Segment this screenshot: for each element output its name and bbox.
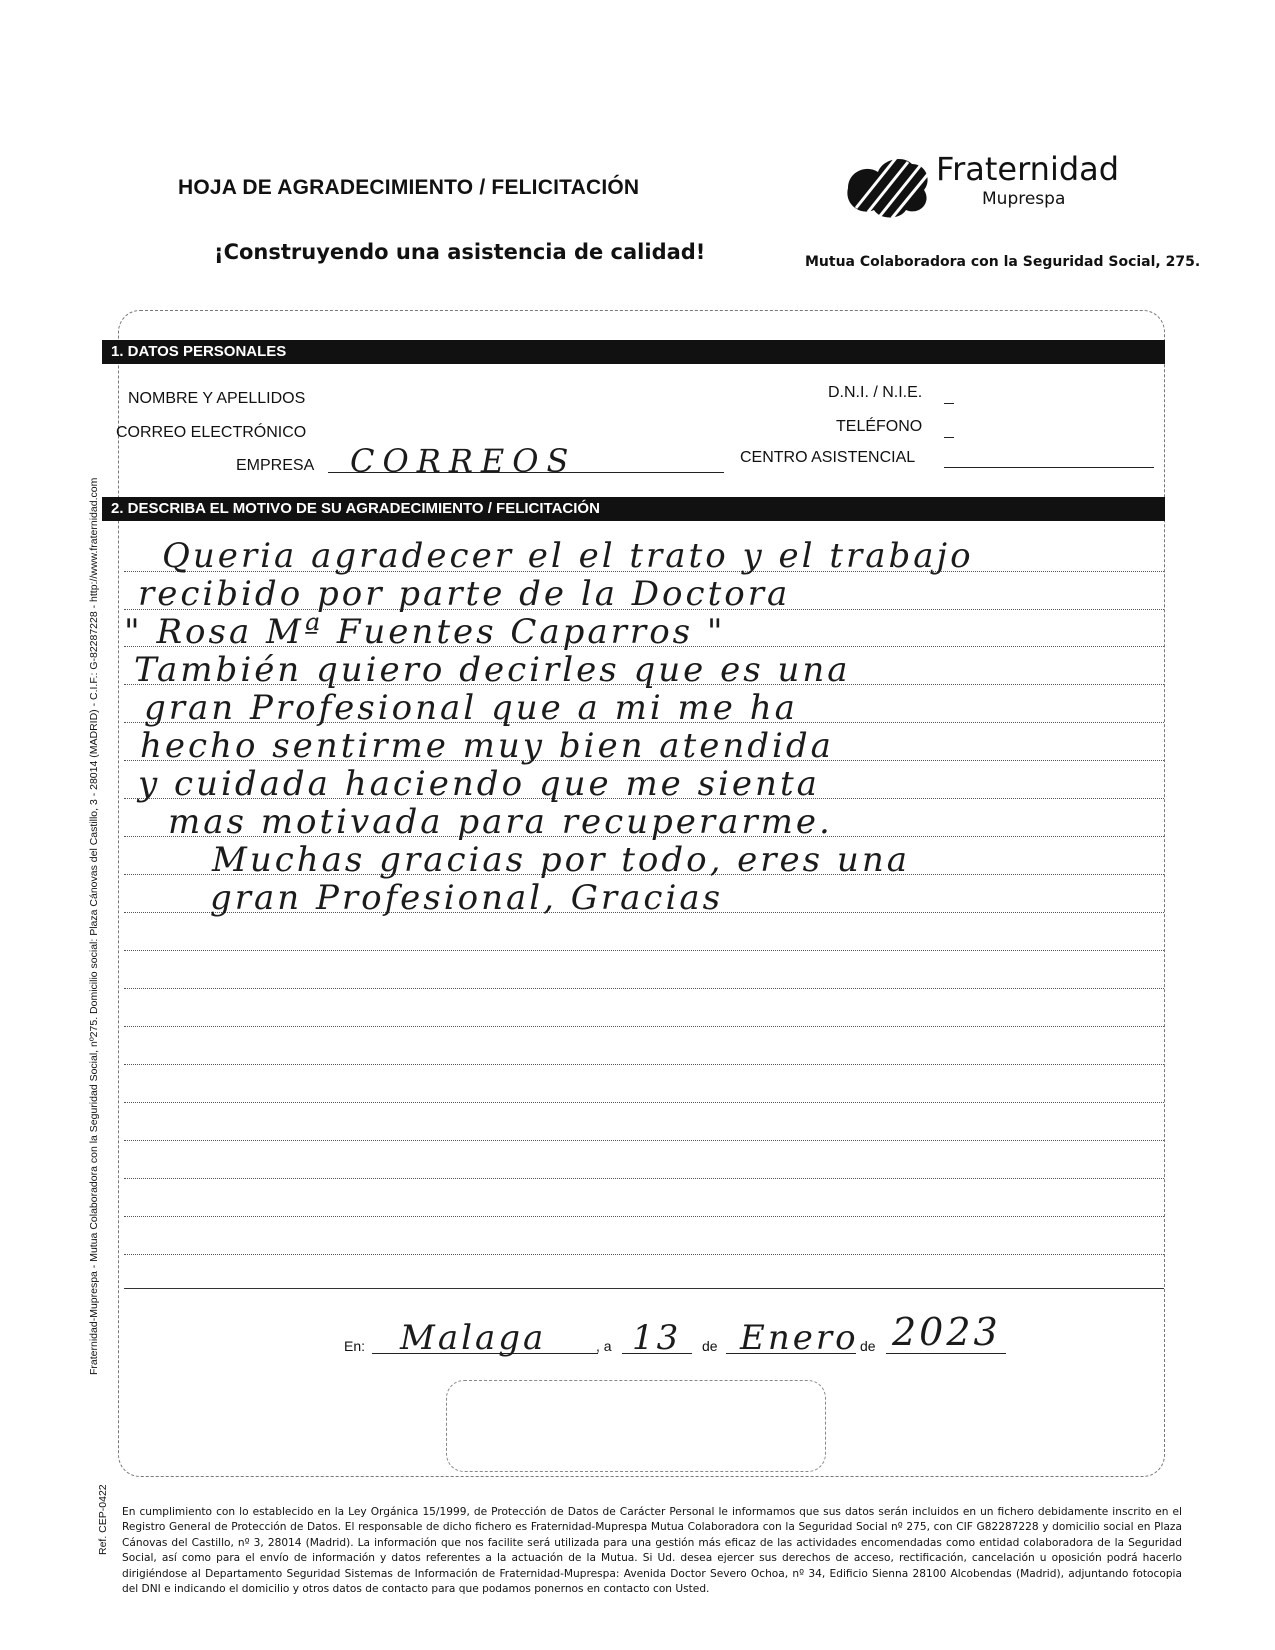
telefono-label: TELÉFONO — [836, 418, 923, 435]
empresa-value: CORREOS — [350, 442, 577, 480]
mutua-caption: Mutua Colaboradora con la Seguridad Social, 275. — [805, 254, 1201, 270]
day-value: 13 — [632, 1318, 682, 1358]
message-line: Queria agradecer el el trato y el trabajo — [162, 536, 974, 576]
de-label: de — [860, 1338, 876, 1354]
a-label: , a — [596, 1338, 612, 1354]
dni-field[interactable] — [944, 402, 954, 404]
de-label: de — [702, 1338, 718, 1354]
message-line: recibido por parte de la Doctora — [138, 574, 791, 614]
message-line: " Rosa Mª Fuentes Caparros " — [124, 612, 726, 652]
empresa-label: EMPRESA — [236, 457, 315, 474]
month-value: Enero — [740, 1318, 859, 1358]
correo-label: CORREO ELECTRÓNICO — [116, 424, 307, 441]
message-line: Muchas gracias por todo, eres una — [212, 840, 911, 880]
telefono-field[interactable] — [944, 436, 954, 438]
message-line: También quiero decirles que es una — [134, 650, 851, 690]
form-title: HOJA DE AGRADECIMIENTO / FELICITACIÓN — [178, 176, 640, 199]
year-value: 2023 — [892, 1310, 1001, 1354]
section-reason-heading: 2. DESCRIBA EL MOTIVO DE SU AGRADECIMIENTO / FELICITACIÓN — [102, 497, 1165, 521]
legal-notice: En cumplimiento con lo establecido en la Ley Orgánica 15/1999, de Protección de Datos de Carácter Personal le informamos que sus datos serán incluidos en un fichero debidamente inscrito en el Registro General de Protección de Datos. El responsable de dicho fichero es Fraternidad-Muprespa Mutua Colaboradora con la Seguridad Social nº 275, con CIF G82287228 y domicilio social en Plaza Cánovas del Castillo, nº 3, 28014 (Madrid). La información que nos facilite será utilizada para una gestión más eficaz de las actividades encomendadas como entidad colaboradora de la Seguridad Social, así como para el envío de información y datos referentes a la actuación de la Mutua. Si Ud. desea ejercer sus derechos de acceso, rectificación, cancelación u oposición podrá hacerlo dirigiéndose al Departamento Seguridad Sistemas de Información de Fraternidad-Muprespa: Avenida Doctor Severo Ochoa, nº 34, Edificio Sienna 28100 Alcobendas (Madrid), adjuntando fotocopia del DNI e indicando el domicilio y otros datos de contacto para que podamos ponernos en contacto con Usted. — [122, 1506, 1182, 1596]
message-line: hecho sentirme muy bien atendida — [140, 726, 834, 766]
message-line: y cuidada haciendo que me sienta — [138, 764, 820, 804]
centro-label: CENTRO ASISTENCIAL — [740, 449, 916, 466]
section-personal-data-heading: 1. DATOS PERSONALES — [102, 340, 1165, 364]
nombre-label: NOMBRE Y APELLIDOS — [128, 390, 306, 407]
logo-subname: Muprespa — [982, 189, 1066, 209]
message-line: gran Profesional que a mi me ha — [144, 688, 798, 728]
en-label: En: — [344, 1338, 366, 1354]
fraternidad-logo-icon — [838, 150, 934, 220]
dni-label: D.N.I. / N.I.E. — [828, 384, 923, 401]
side-reference: Fraternidad-Muprespa - Mutua Colaboradora con la Seguridad Social, nº275. Domicilio social: Plaza Cánovas del Castillo, 3 - 28014 (MADRID) - C.I.F.: G-82287228 - http://www.fraternidad.com — [88, 477, 100, 1375]
ref-code: Ref. CEP-0422 — [97, 1484, 109, 1555]
centro-field[interactable] — [944, 466, 1154, 468]
place-value: Malaga — [400, 1318, 547, 1358]
logo-name: Fraternidad — [936, 150, 1120, 188]
message-line: mas motivada para recuperarme. — [168, 802, 833, 842]
message-line: gran Profesional, Gracias — [210, 878, 724, 918]
stamp-box — [446, 1380, 826, 1472]
form-subtitle: ¡Construyendo una asistencia de calidad! — [214, 240, 706, 264]
